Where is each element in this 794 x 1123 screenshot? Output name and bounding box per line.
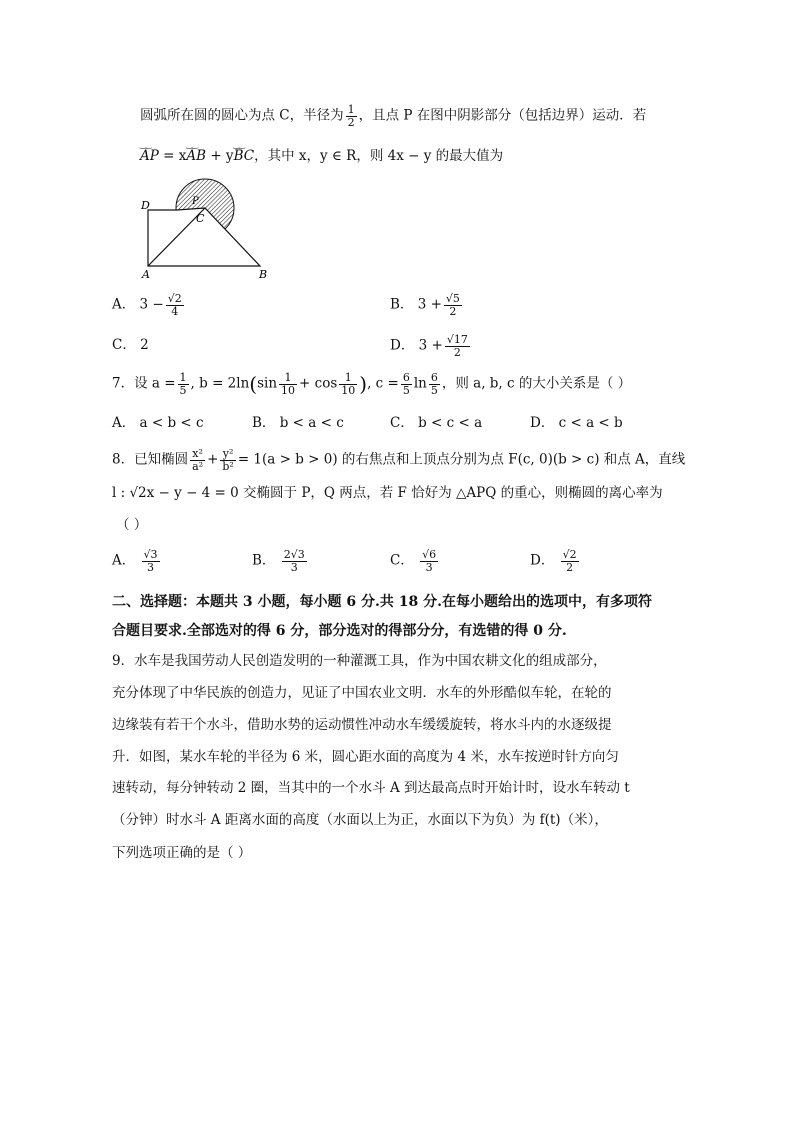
- q7-option-d[interactable]: D． c < a < b: [530, 415, 623, 431]
- q9-line-4: 升．如图，某水车轮的半径为 6 米，圆心距水面的高度为 4 米，水车按逆时针方向匀: [112, 749, 619, 765]
- q9-line-1: 9．水车是我国劳动人民创造发明的一种灌溉工具，作为中国农耕文化的组成部分，: [112, 653, 607, 669]
- vector-bc: ‿‿ BC: [234, 150, 255, 164]
- q7-option-a[interactable]: A． a < b < c: [112, 415, 204, 431]
- q8-stem-line2: l : √2x − y − 4 = 0 交椭圆于 P，Q 两点，若 F 恰好为 △APQ 的重心，则椭圆的离心率为: [112, 485, 663, 501]
- label-b: B: [259, 268, 268, 281]
- q6-radius-fraction: $\frac{1}{2}$: [347, 103, 355, 129]
- q9-line-3: 边缘装有若干个水斗，借助水势的运动惯性冲动水车缓缓旋转，将水斗内的水逐级提: [112, 717, 612, 733]
- vector-ap: ‿‿ AP: [140, 150, 159, 164]
- q8-option-d[interactable]: D． $\frac{√2}{2}$: [530, 548, 577, 574]
- q9-line-5: 速转动，每分钟转动 2 圈，当其中的一个水斗 A 到达最高点时开始计时，设水车转动 t: [112, 780, 630, 796]
- q6-line1: [140, 104, 646, 128]
- q6-text-a: 圆弧所在圆的圆心为点 C，半径为: [140, 107, 344, 124]
- q6-option-b[interactable]: B． 3 + $\frac{√5}{2}$: [390, 292, 460, 318]
- q8-answer-paren: （ ）: [116, 517, 148, 533]
- q7-option-b[interactable]: B． b < a < c: [252, 415, 344, 431]
- q6-figure: [135, 172, 275, 282]
- label-d: D: [141, 199, 150, 212]
- q8-option-a[interactable]: A． $\frac{√3}{3}$: [112, 548, 158, 574]
- q6-option-a[interactable]: A． 3 − $\frac{√2}{4}$: [112, 292, 182, 318]
- q8-option-c[interactable]: C． $\frac{√6}{3}$: [390, 548, 437, 574]
- section-2-heading-line1: 二、选择题：本题共 3 小题，每小题 6 分.共 18 分.在每小题给出的选项中，有多项符: [112, 594, 652, 610]
- q6-line2: ‿‿ AP = x‿‿ AB + y‿‿ BC，其中 x，y ∈ R，则 4x − y 的最大值为: [140, 150, 503, 164]
- q9-line-6: （分钟）时水斗 A 距离水面的高度（水面以上为正，水面以下为负）为 f(t)（米），: [112, 812, 608, 828]
- q6-question: ，其中 x，y ∈ R，则 4x − y 的最大值为: [254, 148, 504, 164]
- q6-text-b: ，且点 P 在图中阴影部分（包括边界）运动．若: [358, 107, 647, 124]
- label-c: C: [196, 212, 205, 225]
- q9-line-2: 充分体现了中华民族的创造力，见证了中国农业文明．水车的外形酷似车轮，在轮的: [112, 685, 612, 701]
- section-2-heading-line2: 合题目要求.全部选对的得 6 分，部分选对的得部分分，有选错的得 0 分.: [112, 623, 567, 639]
- label-a: A: [142, 268, 150, 281]
- label-p: P: [192, 196, 199, 207]
- q7-stem: 7．设 a = $\frac{1}{5}$ , b = 2ln(sin $\frac{1}{10}$ + cos $\frac{1}{10}$ ), c = $\frac{6}{5}$ ln $\frac{6}{5}$ ，则 a, b, c 的大小关系是（ ）: [112, 371, 632, 397]
- q8-option-b[interactable]: B． $\frac{2√3}{3}$: [252, 548, 305, 574]
- q9-line-7: 下列选项正确的是（ ）: [112, 845, 252, 861]
- q7-option-c[interactable]: C． b < c < a: [390, 415, 483, 431]
- q6-option-d[interactable]: D． 3 + $\frac{√17}{2}$: [390, 333, 468, 359]
- q8-stem-line1: 8．已知椭圆 $\frac{\text{x²}}{\text{a²}}$ + $\frac{\text{y²}}{\text{b²}}$ = 1(a > b > 0) 的右焦点和上顶点分别为点 F(c, 0)(b > c) 和点 A，直线: [112, 447, 686, 473]
- vector-ab: ‿‿ AB: [186, 150, 206, 164]
- q6-option-c[interactable]: C． 2: [112, 337, 149, 353]
